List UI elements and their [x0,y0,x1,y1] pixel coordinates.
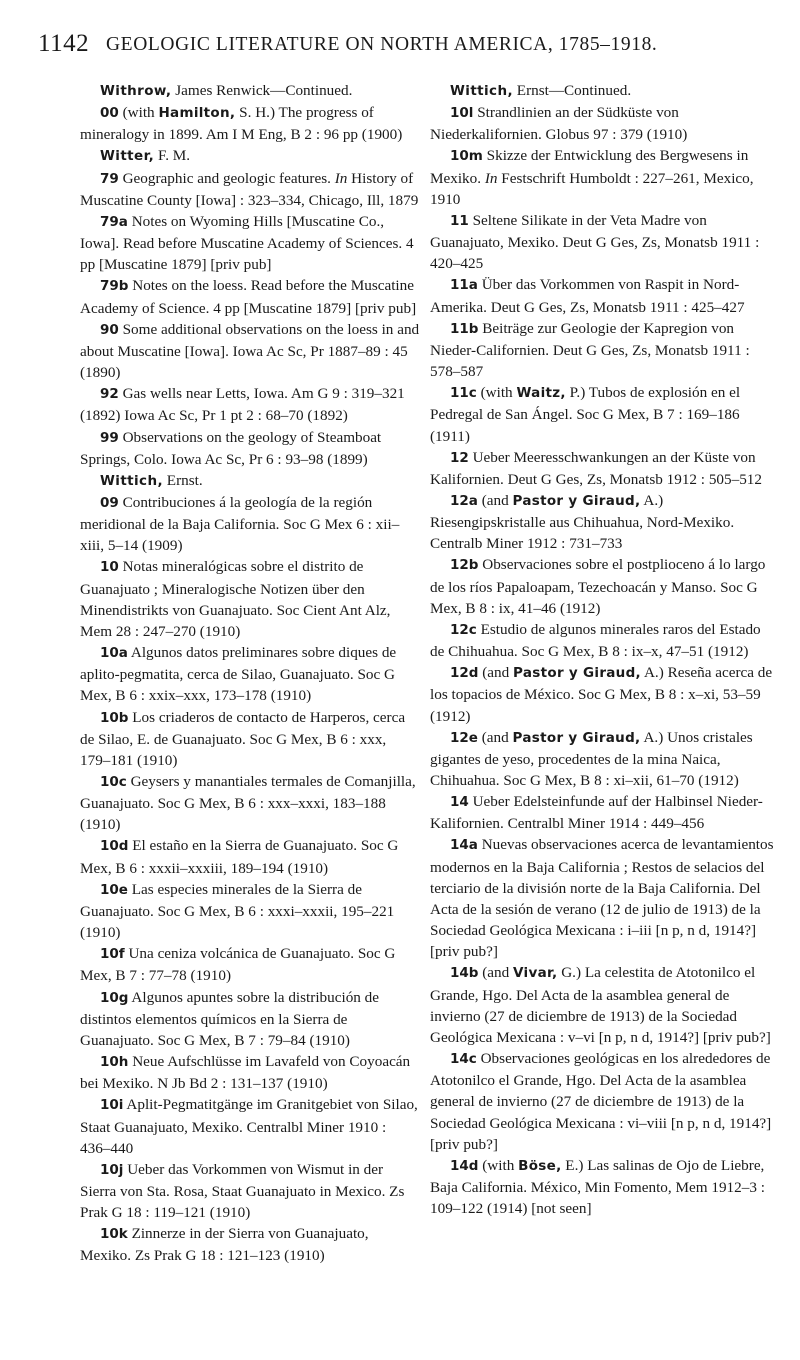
bibliography-entry [430,318,776,382]
entry-text: Seltene Silikate in der Veta Madre von Guanajuato, Mexiko. Deut G Ges, Zs, Monatsb 1911 : 420–425 [430,211,760,273]
bibliography-entry [430,145,776,209]
bibliography-entry [430,102,776,145]
entry-text-italic: In [334,169,348,187]
coauthor-name: Pastor y Giraud, [512,492,641,509]
bibliography-entry [80,879,420,943]
entry-text: Zinnerze in der Sierra von Guanajuato, Mexiko. Zs Prak G 18 : 121–123 (1910) [80,1225,369,1265]
author-given-name: F. M. [154,147,191,165]
entry-key: 11 [450,212,469,229]
entry-key: 11c [450,385,477,402]
entry-key: 10i [100,1097,124,1114]
entry-text: (with [476,384,517,402]
entry-text: Las especies minerales de la Sierra de Guanajuato. Soc G Mex, B 6 : xxxi–xxxii, 195–221 (1910) [80,880,395,942]
bibliography-entry [80,1094,420,1158]
entry-text: Los criaderos de contacto de Harperos, cerca de Silao, E. de Guanajuato. Soc G Mex, B 6 : xxx, 179–181 (1910) [80,708,406,769]
coauthor-name: Böse, [518,1157,562,1174]
entry-text: Ueber das Vorkommen von Wismut in der Sierra von Sta. Rosa, Staat Guanajuato in Mexico. Zs Prak G 18 : 119–121 (1910) [80,1160,405,1222]
entry-text: (and [478,664,514,682]
entry-text: Some additional observations on the loess in and about Muscatine [Iowa]. Iowa Ac Sc, Pr 1887–89 : 45 (1890) [80,320,420,382]
bibliography-entry [430,727,776,791]
entry-key: 10j [100,1161,124,1178]
entry-key: 10a [100,645,128,662]
bibliography-entry [80,771,420,835]
entry-text: Geysers y manantiales termales de Comanjilla, Guanajuato. Soc G Mex, B 6 : xxx–xxxi, 183–188 (1910) [80,773,416,834]
entry-text: Aplit-Pegmatitgänge im Granitgebiet von Silao, Staat Guanajuato, Mexiko. Centralbl Miner 1910 : 436–440 [80,1096,418,1157]
page-header [38,30,778,60]
author-heading [80,470,420,492]
author-given-name: Ernst. [163,471,203,489]
bibliography-entry [80,707,420,771]
entry-text: P.) Tubos de explosión en el Pedregal de San Ángel. Soc G Mex, B 7 : 169–186 (1911) [430,384,741,445]
entry-text: Notes on the loess. Read before the Muscatine Academy of Science. 4 pp [Muscatine 1879] [priv pub] [80,277,417,317]
entry-text: Strandlinien an der Südküste von Niederkalifornien. Globus 97 : 379 (1910) [430,104,688,144]
entry-key: 90 [100,321,119,338]
bibliography-entry [80,319,420,383]
entry-key: 14c [450,1051,477,1068]
entry-key: 10d [100,838,129,855]
entry-key: 11a [450,277,478,294]
entry-text: A.) Unos cristales gigantes de yeso, procedentes de la mina Naica, Chihuahua. Soc G Mex, B 8 : xi–xii, 61–70 (1912) [430,728,753,789]
bibliography-entry [80,492,420,556]
author-name: Witter, [100,148,155,165]
author-heading [430,80,776,102]
bibliography-entry [430,447,776,490]
author-name: Wittich, [450,83,513,99]
bibliography-entry [80,987,420,1051]
entry-text: Algunos datos preliminares sobre diques de aplito-pegmatita, cerca de Silao, Guanajuato. Soc G Mex, B 6 : xxix–xxx, 173–178 (1910) [80,644,397,705]
bibliography-entry [80,383,420,426]
bibliography-entry [80,556,420,642]
entry-key: 14 [450,794,469,811]
entry-text: A.) Reseña acerca de los topacios de México. Soc G Mex, B 8 : x–xi, 53–59 (1912) [430,664,773,725]
entry-key: 99 [100,429,119,446]
entry-text: Ueber Edelsteinfunde auf der Halbinsel Nieder-Kalifornien. Centralbl Miner 1914 : 449–456 [430,793,763,833]
entry-text: Geographic and geologic features. [118,169,335,187]
bibliography-entry [430,490,776,554]
entry-text: Notas mineralógicas sobre el distrito de Guanajuato ; Mineralogische Notizen über den Minendistrikts von Guanajuato. Soc Cient Ant Alz, Mem 28 : 247–270 (1910) [80,558,391,640]
entry-text: Skizze der Entwicklung des Bergwesens in Mexiko. [430,147,749,187]
bibliography-entry [80,427,420,470]
entry-text: Observations on the geology of Steamboat Springs, Colo. Iowa Ac Sc, Pr 6 : 93–98 (1899) [80,428,382,468]
entry-text: History of Muscatine County [Iowa] : 323–334, Chicago, Ill, 1879 [80,169,419,209]
entry-key: 00 [100,105,119,122]
entry-key: 10g [100,989,129,1006]
entry-key: 11b [450,320,479,337]
bibliography-entry [430,1155,776,1219]
running-title: GEOLOGIC LITERATURE ON NORTH AMERICA, 1785–1918. [106,34,658,55]
entry-text: Festschrift Humboldt : 227–261, Mexico, 1910 [430,169,754,208]
entry-text: Algunos apuntes sobre la distribución de distintos elementos químicos en la Sierra de Guanajuato. Soc G Mex, B 7 : 79–84 (1910) [80,988,380,1049]
entry-key: 12b [450,557,479,574]
coauthor-name: Vivar, [513,965,558,982]
entry-text: Notes on Wyoming Hills [Muscatine Co., Iowa]. Read before Muscatine Academy of Sciences. 4 pp [Muscatine 1879] [priv pub] [80,212,414,274]
entry-text: Una ceniza volcánica de Guanajuato. Soc G Mex, B 7 : 77–78 (1910) [80,945,396,985]
entry-text: (with [478,1156,519,1174]
bibliography-entry [430,791,776,834]
entry-key: 10 [100,559,119,576]
entry-key: 10e [100,881,128,898]
entry-text: Über das Vorkommen von Raspit in Nord-Amerika. Deut G Ges, Zs, Monatsb 1911 : 425–427 [430,276,745,316]
bibliography-entry [80,1223,420,1266]
entry-text: Estudio de algunos minerales raros del Estado de Chihuahua. Soc G Mex, B 8 : ix–x, 47–51 (1912) [430,620,761,661]
author-given-name: James Renwick—Continued. [171,82,353,99]
bibliography-entry [430,834,776,962]
bibliography-entry [430,382,776,446]
entry-text: S. H.) The progress of mineralogy in 1899. Am I M Eng, B 2 : 96 pp (1900) [80,104,403,144]
entry-key: 12c [450,621,477,638]
entry-text: A.) Riesengipskristalle aus Chihuahua, Nord-Mexiko. Centralb Miner 1912 : 731–733 [430,491,735,553]
entry-text: Ueber Meeresschwankungen an der Küste von Kalifornien. Deut G Ges, Zs, Monatsb 1912 : 505–512 [430,448,762,488]
entry-key: 10l [450,105,474,122]
entry-key: 09 [100,494,119,511]
bibliography-entry [80,642,420,706]
coauthor-name: Hamilton, [158,105,236,122]
bibliography-entry [80,1051,420,1094]
entry-key: 10m [450,148,483,165]
entry-key: 10k [100,1226,128,1243]
entry-key: 79a [100,213,128,230]
bibliography-entry [430,1048,776,1155]
bibliography-entry [80,211,420,275]
entry-text: Contribuciones á la geología de la región meridional de la Baja California. Soc G Mex 6 : xii–xiii, 5–14 (1909) [80,493,400,555]
entry-text: (and [477,491,513,509]
entry-key: 12e [450,729,478,746]
entry-key: 12d [450,665,479,682]
entry-text: G.) La celestita de Atotonilco el Grande, Hgo. Del Acta de la asamblea general de invierno (27 de diciembre de 1913) de la Sociedad Geológica Mexicana : v–vi [n p, n d, 1914?] [priv pub?] [430,964,771,1046]
entry-text: Observaciones sobre el postplioceno á lo largo de los ríos Papaloapam, Tezechoacán y Manso. Soc G Mex, B 8 : ix, 41–46 (1912) [430,556,766,617]
entry-text: Nuevas observaciones acerca de levantamientos modernos en la Baja California ; Restos de selacios del terciario de la división norte de la Baja California. Del Acta de la sesión de verano (12 de julio de 1913) de la Sociedad Geológica Mexicana : i–iii [n p, n d, 1914?] [priv pub?] [430,836,774,961]
coauthor-name: Pastor y Giraud, [512,729,641,746]
entry-key: 10b [100,709,129,726]
entry-text: (and [477,728,513,746]
entry-key: 10f [100,946,125,963]
coauthor-name: Pastor y Giraud, [513,665,641,682]
entry-text: El estaño en la Sierra de Guanajuato. Soc G Mex, B 6 : xxxii–xxxiii, 189–194 (1910) [80,837,399,877]
right-column [430,80,776,1219]
entry-key: 92 [100,386,119,403]
entry-key: 79b [100,278,129,295]
left-column [80,80,420,1267]
author-name: Withrow, [100,83,172,99]
page-number: 1142 [38,30,90,57]
entry-key: 10c [100,774,127,790]
bibliography-entry [80,102,420,145]
author-heading [80,145,420,167]
entry-text: Gas wells near Letts, Iowa. Am G 9 : 319–321 (1892) Iowa Ac Sc, Pr 1 pt 2 : 68–70 (1892) [80,385,405,425]
bibliography-entry [80,168,420,211]
author-name: Wittich, [100,472,163,489]
bibliography-entry [430,619,776,662]
entry-text: (and [478,964,514,982]
bibliography-entry [80,943,420,986]
bibliography-entry [430,274,776,317]
entry-key: 12a [450,492,478,509]
entry-text: Neue Aufschlüsse im Lavafeld von Coyoacán bei Mexiko. N Jb Bd 2 : 131–137 (1910) [80,1053,411,1093]
author-given-name: Ernst—Continued. [513,82,632,99]
entry-key: 12 [450,449,469,466]
coauthor-name: Waitz, [516,385,566,402]
bibliography-entry [430,210,776,274]
bibliography-entry [430,962,776,1048]
entry-text-italic: In [484,169,498,187]
bibliography-entry [430,554,776,618]
entry-text: Beiträge zur Geologie der Kapregion von Nieder-Californien. Deut G Ges, Zs, Monatsb 1911 : 578–587 [430,319,750,381]
entry-key: 10h [100,1054,129,1071]
entry-key: 79 [100,170,119,187]
entry-key: 14b [450,965,479,982]
author-heading [80,80,420,102]
entry-key: 14d [450,1157,479,1174]
bibliography-entry [80,835,420,878]
entry-key: 14a [450,837,478,854]
bibliography-entry [80,1159,420,1223]
entry-text: Observaciones geológicas en los alrededores de Atotonilco el Grande, Hgo. Del Acta de la asamblea general de invierno (27 de diciembre de 1913) de la Sociedad Geológica Mexicana : vi–viii [n p, n d, 1914?] [priv pub?] [430,1050,772,1153]
entry-text: E.) Las salinas de Ojo de Liebre, Baja California. México, Min Fomento, Mem 1912–3 : 109–122 (1914) [not seen] [430,1156,765,1218]
bibliography-entry [430,662,776,726]
bibliography-entry [80,275,420,318]
entry-text: (with [118,104,159,122]
